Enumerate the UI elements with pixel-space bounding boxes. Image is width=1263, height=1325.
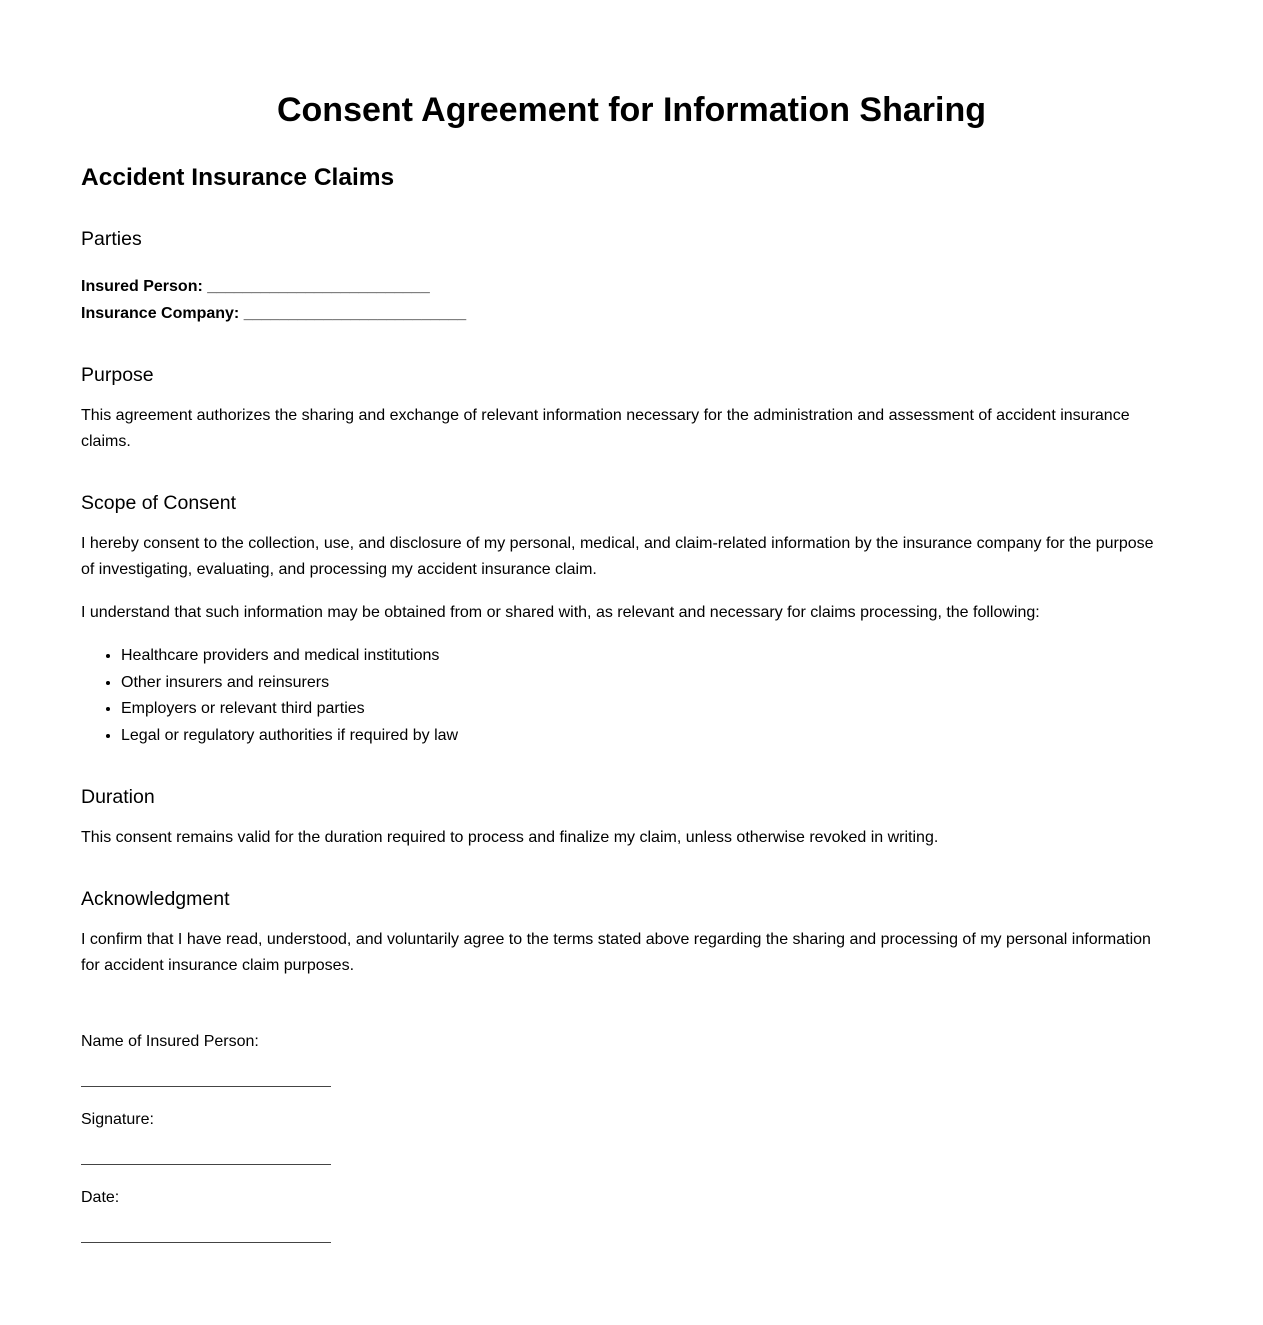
- name-of-insured-label: Name of Insured Person:: [81, 1033, 259, 1050]
- purpose-text: This agreement authorizes the sharing and exchange of relevant information necessary for the administration and assessment of accident insurance claims.: [81, 407, 1130, 450]
- scope-paragraph-1: I hereby consent to the collection, use, and disclosure of my personal, medical, and claim-related information by the insurance company for the purpose of investigating, evaluating, and processing my accident insurance claim.: [81, 535, 1154, 578]
- list-item: • Legal or regulatory authorities if required by law: [121, 723, 1182, 750]
- list-item: • Healthcare providers and medical institutions: [121, 643, 1182, 670]
- section-purpose: [81, 363, 1182, 455]
- section-heading-acknowledgment: Acknowledgment: [81, 888, 230, 910]
- signature-line[interactable]: [81, 1131, 331, 1165]
- section-heading-scope: Scope of Consent: [81, 492, 237, 514]
- duration-text: This consent remains valid for the duration required to process and finalize my claim, unless otherwise revoked in writing.: [81, 829, 939, 846]
- section-heading-purpose: Purpose: [81, 364, 154, 386]
- section-heading-duration: Duration: [81, 786, 155, 808]
- date-label: Date:: [81, 1189, 120, 1206]
- date-field: [81, 1187, 1182, 1243]
- insurance-company-field: [81, 300, 1182, 327]
- scope-paragraph-2: I understand that such information may be obtained from or shared with, as relevant and necessary for claims processing, the following:: [81, 604, 1040, 621]
- section-duration: [81, 785, 1182, 851]
- acknowledgment-text: I confirm that I have read, understood, and voluntarily agree to the terms stated above regarding the sharing and processing of my personal information for accident insurance claim purposes.: [81, 931, 1151, 974]
- parties-fields: [81, 273, 1182, 327]
- name-of-insured-field: [81, 1031, 1182, 1087]
- insured-person-label: Insured Person:: [81, 278, 203, 295]
- section-acknowledgment: [81, 887, 1182, 979]
- document-subtitle: Accident Insurance Claims: [81, 164, 395, 191]
- section-scope: [81, 491, 1182, 749]
- signature-block: [81, 1031, 1182, 1243]
- section-heading-parties: Parties: [81, 228, 142, 250]
- insurance-company-blank: _________________________: [243, 305, 467, 322]
- signature-field: [81, 1109, 1182, 1165]
- name-of-insured-line[interactable]: [81, 1053, 331, 1087]
- section-parties: [81, 227, 1182, 327]
- date-line[interactable]: [81, 1209, 331, 1243]
- document-title: Consent Agreement for Information Sharing: [276, 91, 986, 129]
- scope-list: [81, 643, 1182, 749]
- insured-person-field: [81, 273, 1182, 300]
- insured-person-blank: _________________________: [207, 278, 430, 295]
- list-item: • Employers or relevant third parties: [121, 696, 1182, 723]
- list-item: • Other insurers and reinsurers: [121, 670, 1182, 697]
- signature-label: Signature:: [81, 1111, 154, 1128]
- insurance-company-label: Insurance Company:: [81, 305, 240, 322]
